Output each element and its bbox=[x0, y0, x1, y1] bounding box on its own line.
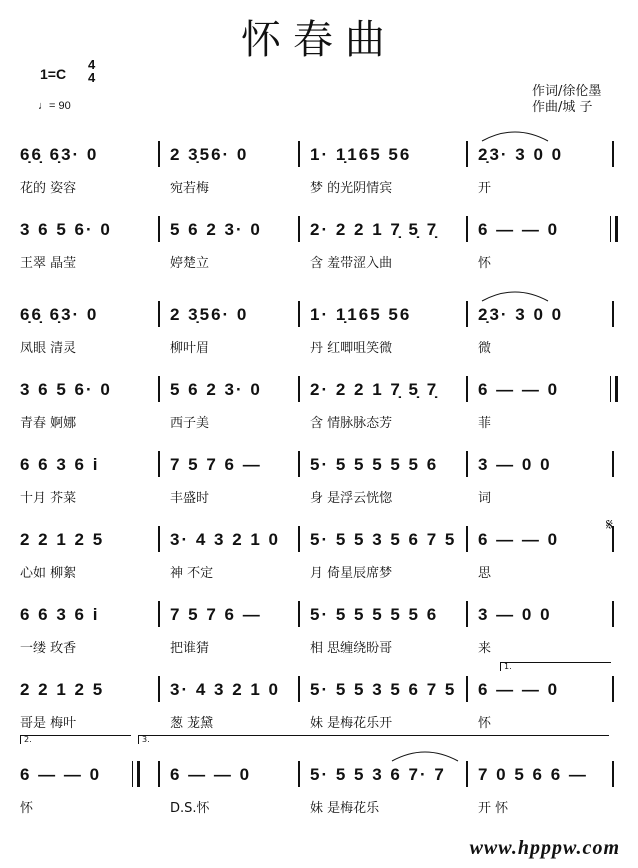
measure-lyrics: 梦 的光阴情宾 bbox=[310, 181, 393, 196]
measure-lyrics: 怀 bbox=[478, 256, 492, 271]
measure-lyrics: 柳叶眉 bbox=[170, 341, 210, 356]
notation-line bbox=[0, 530, 638, 556]
measure-notes: 2· 2 2 1 7̣ 5̣ 7̣ bbox=[310, 380, 439, 399]
lyrics-line bbox=[0, 177, 638, 203]
tempo-marking: ♩= 90 bbox=[38, 100, 71, 112]
barline bbox=[612, 301, 614, 327]
measure-notes: 5· 5 5 3 5 6 7 5 bbox=[310, 680, 457, 699]
notation-line bbox=[0, 380, 638, 406]
segno-sign: 𝄋 bbox=[606, 515, 613, 534]
measure-lyrics: 凤眼 清灵 bbox=[20, 341, 77, 356]
volta-bracket bbox=[20, 735, 131, 744]
measure-lyrics: 妹 是梅花乐 bbox=[310, 801, 380, 816]
page-title: 怀春曲 bbox=[241, 17, 397, 63]
barline bbox=[466, 451, 468, 477]
notation-line bbox=[0, 145, 638, 171]
measure-notes: 6 — — 0 bbox=[478, 380, 560, 399]
measure-notes: 7 5 7 6 — bbox=[170, 605, 262, 624]
measure-lyrics: 十月 芥菜 bbox=[20, 491, 77, 506]
barline bbox=[158, 761, 160, 787]
measure-notes: 6 — — 0 bbox=[478, 680, 560, 699]
barline bbox=[466, 761, 468, 787]
measure-lyrics: 开 怀 bbox=[478, 801, 509, 816]
measure-notes: 2 2 1 2 5 bbox=[20, 530, 105, 549]
lyrics-line bbox=[0, 252, 638, 278]
slur-mark bbox=[480, 287, 550, 303]
measure-lyrics: 把谁猜 bbox=[170, 641, 210, 656]
measure-lyrics: 来 bbox=[478, 641, 492, 656]
measure-notes: 3· 4 3 2 1 0 bbox=[170, 680, 281, 699]
measure-lyrics: 婷楚立 bbox=[170, 256, 210, 271]
measure-notes: 5· 5 5 5 5 5 6 bbox=[310, 455, 439, 474]
measure-lyrics: 开 bbox=[478, 181, 492, 196]
measure-lyrics: 花的 姿容 bbox=[20, 181, 77, 196]
barline bbox=[466, 676, 468, 702]
measure-notes: 6̣6̣ 6̣3· 0 bbox=[20, 145, 99, 164]
barline bbox=[298, 601, 300, 627]
measure-notes: 7 5 7 6 — bbox=[170, 455, 262, 474]
barline bbox=[298, 216, 300, 242]
measure-lyrics: 丹 红唧咀笑微 bbox=[310, 341, 393, 356]
barline bbox=[610, 216, 618, 242]
measure-notes: 3 6 5 6· 0 bbox=[20, 380, 112, 399]
measure-notes: 2 3̣56· 0 bbox=[170, 305, 249, 324]
measure-lyrics: 心如 柳絮 bbox=[20, 566, 77, 581]
barline bbox=[298, 301, 300, 327]
time-signature bbox=[88, 58, 95, 84]
measure-notes: 3 — 0 0 bbox=[478, 605, 552, 624]
time-signature-bottom: 4 bbox=[88, 70, 96, 85]
barline bbox=[466, 141, 468, 167]
barline bbox=[158, 216, 160, 242]
measure-lyrics: 青春 婀娜 bbox=[20, 416, 77, 431]
measure-lyrics: 哥是 梅叶 bbox=[20, 716, 77, 731]
measure-lyrics: 丰盛时 bbox=[170, 491, 210, 506]
measure-notes: 5· 5 5 5 5 5 6 bbox=[310, 605, 439, 624]
notation-line bbox=[0, 455, 638, 481]
measure-notes: 5· 5 5 3 6 7· 7 bbox=[310, 765, 446, 784]
key-signature: 1=C bbox=[40, 66, 67, 82]
measure-notes: 1· 1̣165 56 bbox=[310, 305, 412, 324]
lyrics-line bbox=[0, 562, 638, 588]
measure-lyrics: 妹 是梅花乐开 bbox=[310, 716, 393, 731]
barline bbox=[158, 451, 160, 477]
credit-music: 作曲/城 子 bbox=[532, 100, 593, 115]
measure-lyrics: 一缕 玫香 bbox=[20, 641, 77, 656]
volta-label: 2. bbox=[24, 735, 32, 744]
measure-lyrics: 月 倚星辰席梦 bbox=[310, 566, 393, 581]
double-barline bbox=[132, 761, 140, 787]
measure-notes: 5 6 2 3· 0 bbox=[170, 220, 262, 239]
barline bbox=[612, 601, 614, 627]
barline bbox=[158, 676, 160, 702]
lyrics-line bbox=[0, 797, 638, 823]
measure-lyrics: 西子美 bbox=[170, 416, 210, 431]
measure-notes: 2 3̣56· 0 bbox=[170, 145, 249, 164]
measure-lyrics: 怀 bbox=[20, 801, 34, 816]
barline bbox=[612, 451, 614, 477]
measure-notes: 1· 1̣165 56 bbox=[310, 145, 412, 164]
measure-notes: 5 6 2 3· 0 bbox=[170, 380, 262, 399]
lyrics-line bbox=[0, 487, 638, 513]
measure-lyrics: 王翠 晶莹 bbox=[20, 256, 77, 271]
measure-notes: 6 — — 0 bbox=[478, 530, 560, 549]
barline bbox=[158, 141, 160, 167]
barline bbox=[158, 301, 160, 327]
watermark: www.hpppw.com bbox=[469, 837, 620, 859]
barline bbox=[298, 141, 300, 167]
barline bbox=[612, 141, 614, 167]
measure-notes: 6 6 3 6 i bbox=[20, 605, 100, 624]
measure-notes: 7 0 5 6 6 — bbox=[478, 765, 588, 784]
measure-lyrics: 含 情脉脉态芳 bbox=[310, 416, 393, 431]
barline bbox=[466, 216, 468, 242]
measure-lyrics: 身 是浮云恍惚 bbox=[310, 491, 393, 506]
credit-lyrics: 作词/徐伦墨 bbox=[532, 84, 602, 99]
barline bbox=[466, 526, 468, 552]
volta-bracket bbox=[138, 735, 609, 744]
volta-bracket bbox=[500, 662, 611, 671]
lyrics-line bbox=[0, 637, 638, 663]
barline bbox=[298, 376, 300, 402]
volta-label: 1. bbox=[504, 662, 512, 671]
measure-notes: 6 6 3 6 i bbox=[20, 455, 100, 474]
slur-mark bbox=[480, 127, 550, 143]
notation-line bbox=[0, 220, 638, 246]
measure-notes: 2̣3· 3 0 0 bbox=[478, 305, 564, 324]
measure-lyrics: D.S.怀 bbox=[170, 801, 210, 816]
measure-lyrics: 含 羞带涩入曲 bbox=[310, 256, 393, 271]
barline bbox=[158, 376, 160, 402]
measure-lyrics: 词 bbox=[478, 491, 492, 506]
lyrics-line bbox=[0, 337, 638, 363]
slur-mark bbox=[390, 747, 460, 763]
barline bbox=[158, 601, 160, 627]
measure-notes: 2̣3· 3 0 0 bbox=[478, 145, 564, 164]
measure-notes: 3· 4 3 2 1 0 bbox=[170, 530, 281, 549]
barline bbox=[298, 761, 300, 787]
barline bbox=[298, 676, 300, 702]
notation-line bbox=[0, 605, 638, 631]
notation-line bbox=[0, 765, 638, 791]
measure-lyrics: 神 不定 bbox=[170, 566, 214, 581]
measure-notes: 5· 5 5 3 5 6 7 5 bbox=[310, 530, 457, 549]
measure-lyrics: 宛若梅 bbox=[170, 181, 210, 196]
measure-lyrics: 相 思缠绕盼哥 bbox=[310, 641, 393, 656]
notation-line bbox=[0, 680, 638, 706]
measure-lyrics: 葱 茏黛 bbox=[170, 716, 214, 731]
notation-line bbox=[0, 305, 638, 331]
barline bbox=[466, 376, 468, 402]
measure-notes: 2· 2 2 1 7̣ 5̣ 7̣ bbox=[310, 220, 439, 239]
barline bbox=[466, 301, 468, 327]
volta-label: 3. bbox=[142, 735, 150, 744]
measure-lyrics: 菲 bbox=[478, 416, 492, 431]
barline bbox=[158, 526, 160, 552]
barline bbox=[610, 376, 618, 402]
measure-notes: 3 6 5 6· 0 bbox=[20, 220, 112, 239]
barline bbox=[298, 451, 300, 477]
lyrics-line bbox=[0, 412, 638, 438]
measure-notes: 6̣6̣ 6̣3· 0 bbox=[20, 305, 99, 324]
barline bbox=[466, 601, 468, 627]
barline bbox=[612, 761, 614, 787]
barline bbox=[612, 676, 614, 702]
barline bbox=[298, 526, 300, 552]
measure-notes: 6 — — 0 bbox=[170, 765, 252, 784]
measure-notes: 3 — 0 0 bbox=[478, 455, 552, 474]
measure-notes: 2 2 1 2 5 bbox=[20, 680, 105, 699]
measure-notes: 6 — — 0 bbox=[20, 765, 102, 784]
measure-lyrics: 思 bbox=[478, 566, 492, 581]
time-signature-top: 4 bbox=[88, 57, 96, 72]
measure-notes: 6 — — 0 bbox=[478, 220, 560, 239]
measure-lyrics: 怀 bbox=[478, 716, 492, 731]
measure-lyrics: 微 bbox=[478, 341, 492, 356]
